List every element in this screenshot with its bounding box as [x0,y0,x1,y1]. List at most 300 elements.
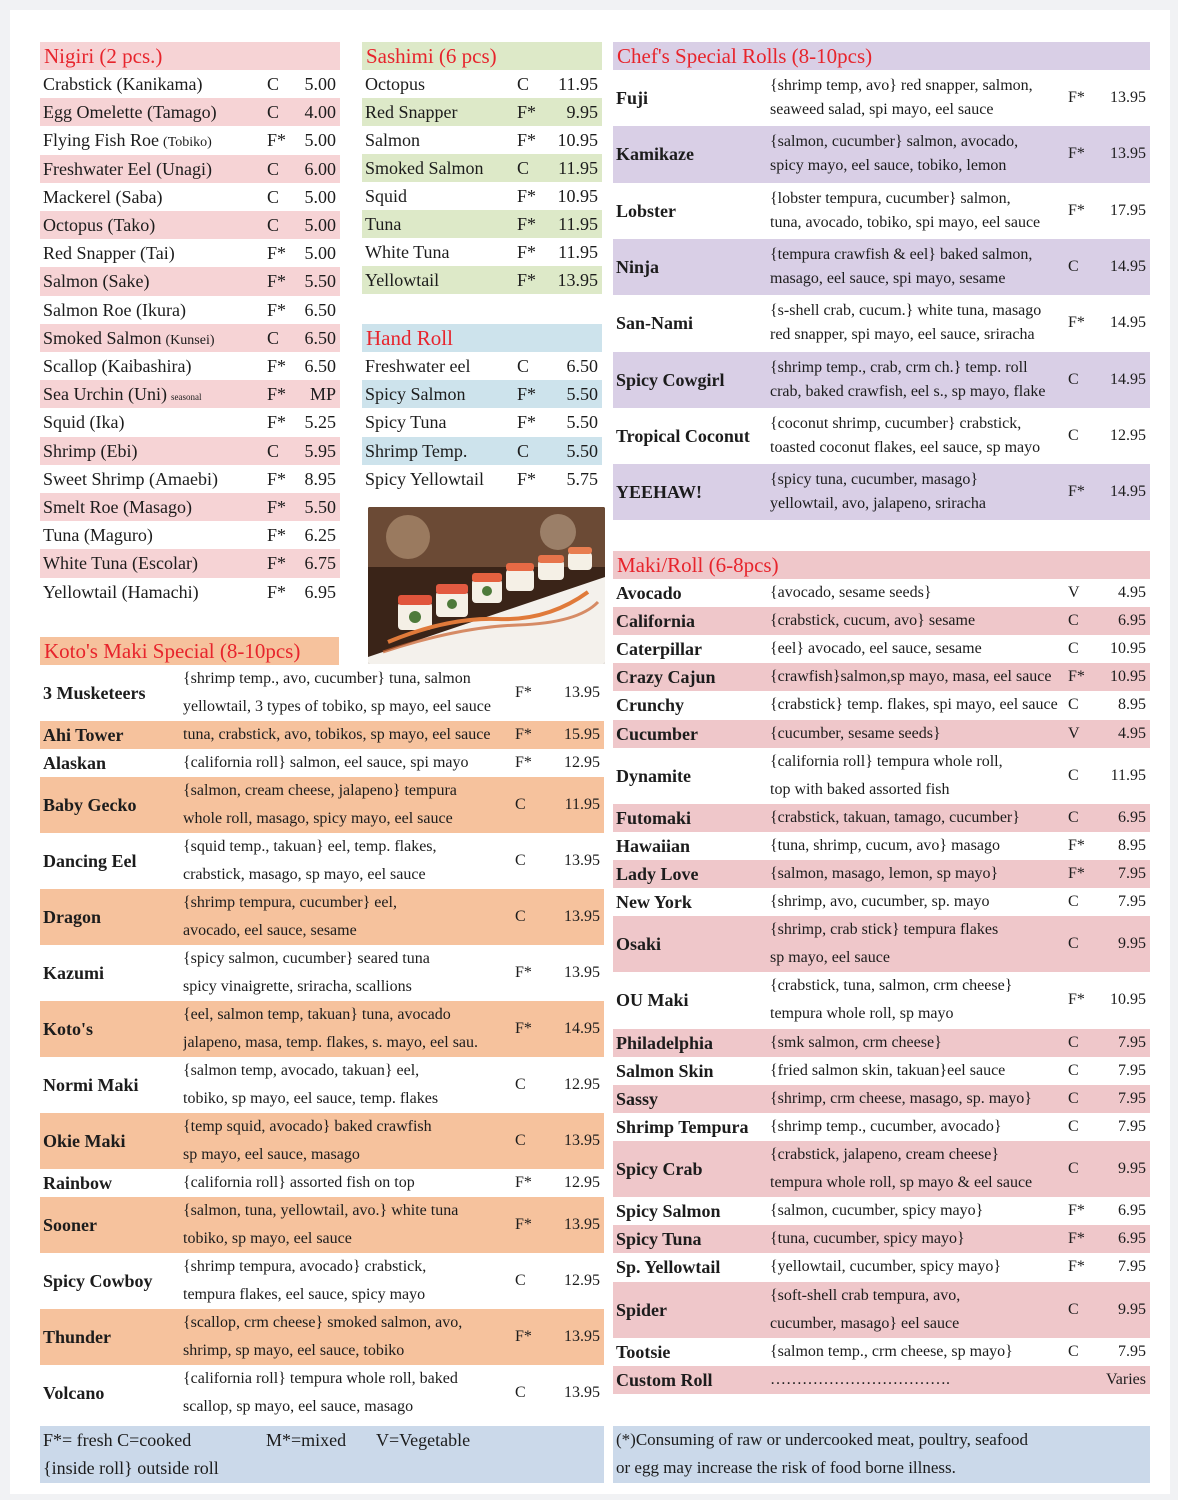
nigiri-item-name: Sweet Shrimp (Amaebi) [43,468,218,489]
nigiri-item [40,70,340,98]
nigiri-item [40,549,340,577]
sashimi-item-price: 11.95 [558,242,598,262]
chefs-special-section [613,42,1150,527]
maki-roll-item-name: Shrimp Tempura [616,1116,749,1137]
hand-roll-item-name: Freshwater eel [365,356,471,376]
koto-roll-item-price: 12.95 [564,1174,600,1191]
koto-roll-item-description: {scallop, crm cheese} smoked salmon, avo, [183,1314,463,1331]
maki-roll-item-description: {smk salmon, crm cheese} [770,1033,942,1051]
maki-roll-item-price: 8.95 [1118,696,1146,714]
nigiri-item-name: Salmon Roe (Ikura) [43,299,186,320]
koto-roll-item-name: Koto's [43,1019,94,1039]
chef-roll-item-price: 12.95 [1110,426,1146,444]
sashimi-item-name: White Tuna [365,242,450,262]
koto-roll-item-description: shrimp, sp mayo, eel sauce, tobiko [183,1342,405,1359]
nigiri-item-name: Smelt Roe (Masago) [43,497,192,517]
chef-roll-item-price: 13.95 [1110,145,1146,163]
maki-roll-item-description: {tuna, shrimp, cucum, avo} masago [770,836,1000,854]
maki-roll-item [613,1225,1150,1253]
sashimi-item-name: Yellowtail [365,270,440,290]
chef-roll-item-description: seaweed salad, spi mayo, eel sauce [770,101,994,119]
maki-roll-item [613,916,1150,972]
koto-roll-item-description: tuna, crabstick, avo, tobikos, sp mayo, eel sauce [183,726,491,743]
maki-roll-item-price: 7.95 [1118,865,1146,883]
koto-roll-item-description: {shrimp tempura, avocado} crabstick, [183,1258,427,1275]
nigiri-item-code: F* [267,553,287,574]
legend-inside-roll: {inside roll} outside roll [43,1458,219,1478]
sashimi-item-price: 9.95 [566,102,598,122]
maki-roll-item-description: {crabstick} temp. flakes, spi mayo, eel sauce [770,696,1058,714]
koto-roll-item-name: Normi Maki [43,1075,139,1095]
maki-roll-item-price: 7.95 [1118,1258,1146,1276]
nigiri-item-name: Smoked Salmon [43,327,162,348]
maki-roll-item-code: C [1068,640,1079,658]
sashimi-item [362,210,602,238]
hand-roll-item [362,437,602,465]
maki-roll-item [613,1113,1150,1141]
koto-roll-item-name: Okie Maki [43,1131,126,1151]
koto-roll-item-code: F* [515,684,532,701]
maki-roll-item-code: V [1068,584,1080,602]
maki-roll-item-code: C [1068,1300,1079,1318]
maki-roll-item-description: {crabstick, jalapeno, cream cheese} [770,1146,1000,1164]
hand-roll-item-price: 5.50 [566,384,598,405]
koto-roll-item-name: Thunder [43,1327,112,1347]
chef-roll-item [613,352,1150,408]
nigiri-item [40,267,340,295]
maki-roll-item-name: Spicy Tuna [616,1229,702,1250]
legend-fresh-cooked: F*= fresh C=cooked [43,1430,192,1450]
sashimi-item-name: Red Snapper [365,102,458,122]
nigiri-item-code: F* [267,468,287,489]
maki-roll-item-code: F* [1068,991,1085,1009]
maki-roll-item [613,888,1150,916]
koto-roll-item-name: Alaskan [43,753,107,773]
hand-roll-item-price: 5.50 [566,440,598,461]
maki-roll-item-description: {fried salmon skin, takuan}eel sauce [770,1061,1006,1079]
koto-roll-item-code: F* [515,1174,532,1191]
maki-roll-item-name: Futomaki [616,807,692,828]
legend-vegetable: V=Vegetable [376,1430,471,1450]
maki-roll-item-name: Lady Love [616,864,699,885]
koto-roll-item-price: 14.95 [564,1020,600,1037]
koto-roll-item-description: {shrimp temp., avo, cucumber} tuna, salmon [183,670,471,687]
hand-roll-item-code: F* [517,384,537,405]
koto-roll-item [40,1057,604,1113]
koto-roll-item [40,1113,604,1169]
koto-roll-item [40,1197,604,1253]
nigiri-item-code: F* [267,299,287,320]
koto-roll-item-name: 3 Musketeers [43,683,146,703]
koto-roll-item-description: scallop, sp mayo, eel sauce, masago [183,1398,414,1415]
chef-roll-item-name: Spicy Cowgirl [616,369,725,390]
maki-roll-item-name: Cucumber [616,723,698,744]
maki-roll-item-name: Salmon Skin [616,1060,714,1081]
sashimi-item-code: F* [517,270,537,290]
maki-roll-item-price: 10.95 [1110,640,1146,658]
chef-roll-item [613,70,1150,126]
hand-roll-section [362,324,602,496]
nigiri-item-code: F* [267,412,287,433]
maki-roll-item [613,832,1150,860]
sashimi-item [362,70,602,98]
maki-roll-item-description: {crawfish}salmon,sp mayo, masa, eel sauce [770,668,1052,686]
hand-roll-title: Hand Roll [362,324,602,352]
maki-roll-item-price: 6.95 [1118,808,1146,826]
hand-roll-item [362,380,602,408]
maki-roll-item-name: Crazy Cajun [616,667,716,688]
sashimi-item-name: Smoked Salmon [365,158,484,178]
chef-roll-item-code: F* [1068,201,1085,219]
nigiri-item-price: MP [309,384,336,405]
nigiri-item-label [43,324,215,352]
nigiri-item [40,183,340,211]
koto-roll-item-description: {salmon temp, avocado, takuan} eel, [183,1062,420,1079]
koto-roll-item-description: {shrimp tempura, cucumber} eel, [183,894,397,911]
koto-roll-item-description: {temp squid, avocado} baked crawfish [183,1118,432,1135]
hand-roll-item-price: 5.50 [566,412,598,433]
koto-roll-item-description: {california roll} salmon, eel sauce, spi mayo [183,754,469,771]
maki-roll-item-description: tempura whole roll, sp mayo [770,1005,954,1023]
maki-roll-item-code: C [1068,1033,1079,1051]
chef-roll-item-name: YEEHAW! [616,482,703,503]
maki-roll-item-description: {cucumber, sesame seeds} [770,724,941,742]
maki-roll-item-price: Varies [1106,1370,1146,1388]
koto-roll-item-price: 15.95 [564,726,600,743]
chef-roll-item-description: tuna, avocado, tobiko, spi mayo, eel sauce [770,213,1041,231]
nigiri-item-code: F* [267,525,287,546]
koto-roll-item-description: crabstick, masago, sp mayo, eel sauce [183,866,426,883]
maki-roll-item-description: {salmon, masago, lemon, sp mayo} [770,865,999,883]
nigiri-item-code: F* [267,356,287,376]
maki-roll-item-price: 6.95 [1118,1230,1146,1248]
koto-roll-item [40,721,604,749]
koto-roll-item-code: C [515,1076,526,1093]
koto-roll-item-price: 13.95 [564,908,600,925]
nigiri-item-label [43,380,201,408]
sashimi-item-price: 11.95 [558,74,598,94]
chef-roll-item [613,183,1150,239]
maki-roll-item [613,579,1150,607]
hand-roll-item-name: Spicy Tuna [365,412,447,433]
health-warning [616,1426,1146,1482]
maki-roll-item-name: Crunchy [616,695,685,716]
koto-roll-item-price: 13.95 [564,964,600,981]
koto-roll-item-description: {salmon, cream cheese, jalapeno} tempura [183,782,457,799]
chef-roll-item-description: {spicy tuna, cucumber, masago} [770,471,978,489]
maki-roll-item-name: Hawaiian [616,835,691,856]
chef-roll-item-name: Lobster [616,200,676,221]
nigiri-item-label [43,126,212,154]
maki-roll-item-description: {shrimp, avo, cucumber, sp. mayo [770,893,990,911]
maki-roll-item-code: C [1068,893,1079,911]
maki-roll-item-name: Caterpillar [616,639,702,660]
koto-roll-item-code: C [515,796,526,813]
nigiri-item-name: Red Snapper (Tai) [43,243,175,264]
hand-roll-item [362,352,602,380]
nigiri-item [40,239,340,267]
nigiri-item-name: Tuna (Maguro) [43,525,153,546]
maki-roll-item-name: Spider [616,1299,668,1320]
nigiri-item-note: seasonal [170,392,202,403]
koto-roll-item-description: whole roll, masago, spicy mayo, eel sauce [183,810,453,827]
maki-roll-item-description: {yellowtail, cucumber, spicy mayo} [770,1258,1002,1276]
nigiri-item-price: 4.00 [304,102,336,123]
koto-roll-item-price: 11.95 [564,796,600,813]
kotos-maki-special-section [40,637,604,1427]
chef-roll-item-description: crab, baked crawfish, eel s., sp mayo, flake [770,382,1046,400]
maki-roll-item [613,720,1150,748]
koto-roll-item-description: {eel, salmon temp, takuan} tuna, avocado [183,1006,451,1023]
maki-roll-item-price: 6.95 [1118,1202,1146,1220]
maki-roll-item [613,748,1150,804]
nigiri-item-name: White Tuna (Escolar) [43,553,198,574]
maki-roll-item-price: 4.95 [1118,724,1146,742]
maki-roll-item-description: {crabstick, tuna, salmon, crm cheese} [770,977,1013,995]
koto-roll-item-name: Rainbow [43,1173,113,1193]
koto-roll-item-description: {spicy salmon, cucumber} seared tuna [183,950,430,967]
sashimi-item-name: Salmon [365,130,421,150]
chef-roll-item-price: 17.95 [1110,201,1146,219]
chef-roll-item-price: 14.95 [1110,314,1146,332]
sashimi-item-name: Squid [365,186,408,206]
nigiri-item-price: 6.75 [304,553,336,574]
nigiri-item-code: F* [267,384,287,405]
nigiri-item-code: C [267,158,280,179]
maki-roll-item-code: F* [1068,1230,1085,1248]
nigiri-item-code: C [267,74,280,94]
maki-roll-item [613,860,1150,888]
chef-roll-item [613,126,1150,182]
maki-roll-title: Maki/Roll (6-8pcs) [613,551,1150,579]
nigiri-item-price: 5.50 [304,497,336,517]
nigiri-item-code: F* [267,497,287,517]
nigiri-item [40,578,340,606]
hand-roll-item-code: C [517,356,530,376]
chef-roll-item-code: C [1068,370,1079,388]
maki-roll-item-price: 4.95 [1118,584,1146,602]
nigiri-item [40,493,340,521]
maki-roll-item-description: {california roll} tempura whole roll, [770,752,1003,770]
koto-roll-item-price: 12.95 [564,1272,600,1289]
maki-roll-item [613,635,1150,663]
maki-roll-item-price: 7.95 [1118,1117,1146,1135]
chef-roll-item-name: Kamikaze [616,144,694,165]
sashimi-item-code: F* [517,186,537,206]
maki-roll-item-price: 9.95 [1118,935,1146,953]
nigiri-item-name: Mackerel (Saba) [43,186,163,207]
sashimi-item-price: 11.95 [558,214,598,234]
koto-roll-item-name: Spicy Cowboy [43,1271,153,1291]
maki-roll-item-price: 7.95 [1118,1061,1146,1079]
maki-roll-item-price: 10.95 [1110,991,1146,1009]
maki-roll-item-price: 7.95 [1118,1089,1146,1107]
koto-roll-item-price: 13.95 [564,684,600,701]
chef-roll-item-code: F* [1068,314,1085,332]
chef-roll-item-code: C [1068,426,1079,444]
koto-roll-item-name: Dragon [43,907,101,927]
chef-roll-item-code: C [1068,258,1079,276]
maki-roll-item-name: OU Maki [616,990,689,1011]
koto-roll-item-code: C [515,852,526,869]
nigiri-title: Nigiri (2 pcs.) [40,42,340,70]
nigiri-item-price: 6.25 [304,525,336,546]
nigiri-item-price: 5.95 [304,440,336,461]
sashimi-item-code: F* [517,102,537,122]
nigiri-item [40,437,340,465]
maki-roll-item-description: ……………………………. [770,1370,950,1388]
koto-roll-item-description: sp mayo, eel sauce, masago [183,1146,360,1163]
chef-roll-item-description: {salmon, cucumber} salmon, avocado, [770,133,1019,151]
maki-roll-item-price: 9.95 [1118,1160,1146,1178]
maki-roll-item-name: Spicy Salmon [616,1201,721,1222]
koto-roll-item-price: 13.95 [564,1132,600,1149]
nigiri-item-name: Freshwater Eel (Unagi) [43,158,212,179]
chef-roll-item-price: 14.95 [1110,370,1146,388]
maki-roll-item-name: California [616,611,695,632]
nigiri-item [40,296,340,324]
koto-roll-item-description: jalapeno, masa, temp. flakes, s. mayo, eel sau. [183,1034,479,1051]
maki-roll-item [613,972,1150,1028]
chef-roll-item-description: {shrimp temp, avo} red snapper, salmon, [770,77,1033,95]
chef-roll-item-name: Ninja [616,257,660,278]
chef-roll-item-code: F* [1068,483,1085,501]
sashimi-item [362,238,602,266]
hand-roll-item-name: Shrimp Temp. [365,440,468,461]
maki-roll-item-code: F* [1068,1202,1085,1220]
sashimi-item-price: 11.95 [558,158,598,178]
koto-roll-item-name: Kazumi [43,963,104,983]
sashimi-section [362,42,602,298]
maki-roll-item-description: {avocado, sesame seeds} [770,584,932,602]
maki-roll-item [613,607,1150,635]
maki-roll-item-name: Osaki [616,934,662,955]
maki-roll-item-code: F* [1068,668,1085,686]
nigiri-item-code: F* [267,243,287,264]
koto-roll-item [40,833,604,889]
maki-roll-item-description: {shrimp, crab stick} tempura flakes [770,921,999,939]
chef-roll-item [613,464,1150,520]
chef-roll-item [613,239,1150,295]
sashimi-item [362,154,602,182]
sashimi-item-code: F* [517,242,537,262]
maki-roll-item [613,663,1150,691]
nigiri-item-price: 5.25 [304,412,336,433]
health-warning-line-1: (*)Consuming of raw or undercooked meat, poultry, seafood [616,1430,1028,1449]
maki-roll-item-code: V [1068,724,1080,742]
nigiri-item-code: C [267,215,280,235]
chefs-special-title: Chef's Special Rolls (8-10pcs) [613,42,1150,70]
koto-roll-item [40,749,604,777]
chef-roll-item-price: 14.95 [1110,483,1146,501]
legend-codes [43,1426,601,1482]
nigiri-item [40,126,340,154]
chef-roll-item-description: masago, eel sauce, spi mayo, sesame [770,270,1006,288]
nigiri-item-note: (Kunsei) [165,332,215,348]
sashimi-item [362,126,602,154]
koto-roll-item-price: 13.95 [564,1216,600,1233]
nigiri-item [40,521,340,549]
nigiri-item-code: C [267,186,280,207]
koto-roll-item-price: 13.95 [564,1328,600,1345]
koto-roll-item-code: C [515,908,526,925]
maki-roll-item-name: Avocado [616,583,682,604]
nigiri-item-price: 6.95 [304,581,336,602]
maki-roll-item-name: Sassy [616,1088,659,1109]
hand-roll-item [362,408,602,436]
koto-roll-item-code: F* [515,1328,532,1345]
maki-roll-item [613,1057,1150,1085]
koto-roll-item-description: tobiko, sp mayo, eel sauce [183,1230,352,1247]
koto-roll-item [40,1169,604,1197]
nigiri-item [40,465,340,493]
chef-roll-item-description: spicy mayo, eel sauce, tobiko, lemon [770,157,1007,175]
koto-roll-item-code: F* [515,1216,532,1233]
nigiri-item [40,408,340,436]
maki-roll-item-code: C [1068,766,1079,784]
nigiri-item-name: Octopus (Tako) [43,215,156,235]
koto-roll-item-description: {california roll} assorted fish on top [183,1174,415,1191]
chef-roll-item-price: 14.95 [1110,258,1146,276]
koto-roll-item-price: 13.95 [564,852,600,869]
nigiri-item-name: Scallop (Kaibashira) [43,356,192,376]
koto-roll-item-description: {salmon, tuna, yellowtail, avo.} white tuna [183,1202,459,1219]
koto-roll-item-name: Ahi Tower [43,725,124,745]
chef-roll-item-description: toasted coconut flakes, eel sauce, sp mayo [770,438,1041,456]
nigiri-item-code: F* [267,130,287,151]
koto-roll-item-description: avocado, eel sauce, sesame [183,922,357,939]
nigiri-item-price: 6.50 [304,327,336,348]
maki-roll-item [613,1085,1150,1113]
koto-roll-item-description: tobiko, sp mayo, eel sauce, temp. flakes [183,1090,439,1107]
sashimi-item-name: Octopus [365,74,425,94]
sashimi-item-code: F* [517,214,537,234]
nigiri-item-name: Salmon (Sake) [43,271,150,292]
maki-roll-item-price: 7.95 [1118,1033,1146,1051]
koto-roll-item-description: spicy vinaigrette, sriracha, scallions [183,978,412,995]
chef-roll-item-description: {tempura crawfish & eel} baked salmon, [770,246,1033,264]
chef-roll-item-price: 13.95 [1110,89,1146,107]
maki-roll-item-code: C [1068,935,1079,953]
maki-roll-item-name: Tootsie [616,1341,671,1362]
nigiri-item-name: Crabstick (Kanikama) [43,74,203,94]
nigiri-item-price: 5.50 [304,271,336,292]
chef-roll-item-description: {s-shell crab, cucum.} white tuna, masago [770,302,1042,320]
maki-roll-item-code: C [1068,1342,1079,1360]
hand-roll-item-code: F* [517,468,537,489]
maki-roll-item-code: C [1068,1117,1079,1135]
maki-roll-item-description: top with baked assorted fish [770,780,950,798]
maki-roll-item-code: C [1068,696,1079,714]
koto-roll-item-code: F* [515,726,532,743]
maki-roll-item-description: sp mayo, eel sauce [770,949,890,967]
maki-roll-item-price: 7.95 [1118,1342,1146,1360]
kotos-maki-special-title: Koto's Maki Special (8-10pcs) [40,637,339,665]
maki-roll-item-name: Custom Roll [616,1369,713,1390]
nigiri-item [40,211,340,239]
chef-roll-item-code: F* [1068,89,1085,107]
maki-roll-item-description: {shrimp, crm cheese, masago, sp. mayo} [770,1089,1032,1107]
legend-mixed: M*=mixed [266,1430,347,1450]
koto-roll-item [40,1253,604,1309]
nigiri-item-name: Squid (Ika) [43,412,125,433]
maki-roll-item-price: 10.95 [1110,668,1146,686]
koto-roll-item-code: C [515,1132,526,1149]
nigiri-item-price: 6.50 [304,356,336,376]
maki-roll-item [613,691,1150,719]
hand-roll-item-price: 6.50 [566,356,598,376]
maki-roll-item [613,1282,1150,1338]
